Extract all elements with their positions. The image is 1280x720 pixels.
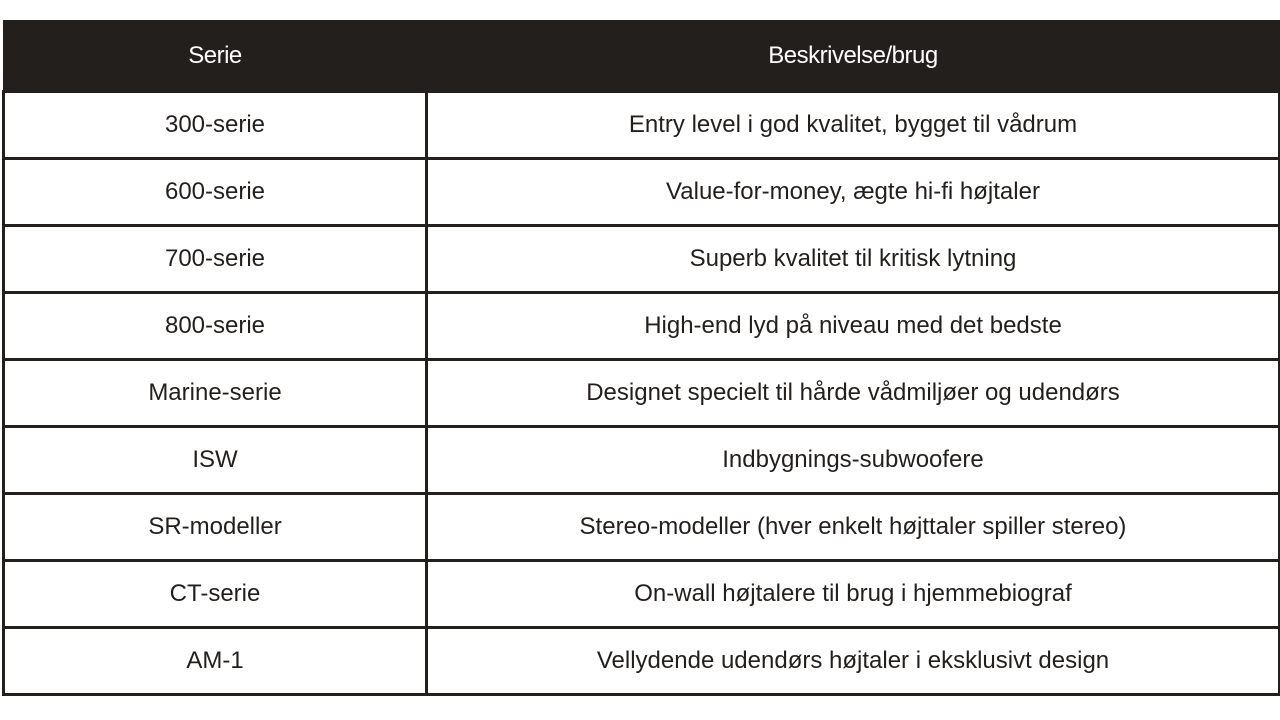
table-body <box>4 92 1280 695</box>
serie-cell: AM-1 <box>4 628 427 695</box>
serie-cell: CT-serie <box>4 561 427 628</box>
table-row <box>4 561 1280 628</box>
beskrivelse-cell: Indbygnings-subwoofere <box>427 427 1280 494</box>
beskrivelse-cell: Value-for-money, ægte hi-fi højtaler <box>427 159 1280 226</box>
table-row <box>4 159 1280 226</box>
table-header <box>4 21 1280 92</box>
beskrivelse-cell: Entry level i god kvalitet, bygget til vådrum <box>427 92 1280 159</box>
beskrivelse-cell: High-end lyd på niveau med det bedste <box>427 293 1280 360</box>
beskrivelse-cell: Superb kvalitet til kritisk lytning <box>427 226 1280 293</box>
serie-cell: SR-modeller <box>4 494 427 561</box>
table-row <box>4 628 1280 695</box>
table-row <box>4 427 1280 494</box>
table-row <box>4 293 1280 360</box>
serie-cell: 600-serie <box>4 159 427 226</box>
beskrivelse-cell: Vellydende udendørs højtaler i eksklusivt design <box>427 628 1280 695</box>
serie-cell: 300-serie <box>4 92 427 159</box>
header-beskrivelse: Beskrivelse/brug <box>427 21 1280 92</box>
table-row <box>4 494 1280 561</box>
beskrivelse-cell: Designet specielt til hårde vådmiljøer og udendørs <box>427 360 1280 427</box>
serie-cell: Marine-serie <box>4 360 427 427</box>
serie-cell: ISW <box>4 427 427 494</box>
beskrivelse-cell: On-wall højtalere til brug i hjemmebiograf <box>427 561 1280 628</box>
speaker-series-table-container <box>2 20 1278 696</box>
header-row <box>4 21 1280 92</box>
table-row <box>4 92 1280 159</box>
beskrivelse-cell: Stereo-modeller (hver enkelt højttaler spiller stereo) <box>427 494 1280 561</box>
table-row <box>4 226 1280 293</box>
speaker-series-table <box>2 20 1280 696</box>
header-serie: Serie <box>4 21 427 92</box>
table-row <box>4 360 1280 427</box>
serie-cell: 700-serie <box>4 226 427 293</box>
serie-cell: 800-serie <box>4 293 427 360</box>
